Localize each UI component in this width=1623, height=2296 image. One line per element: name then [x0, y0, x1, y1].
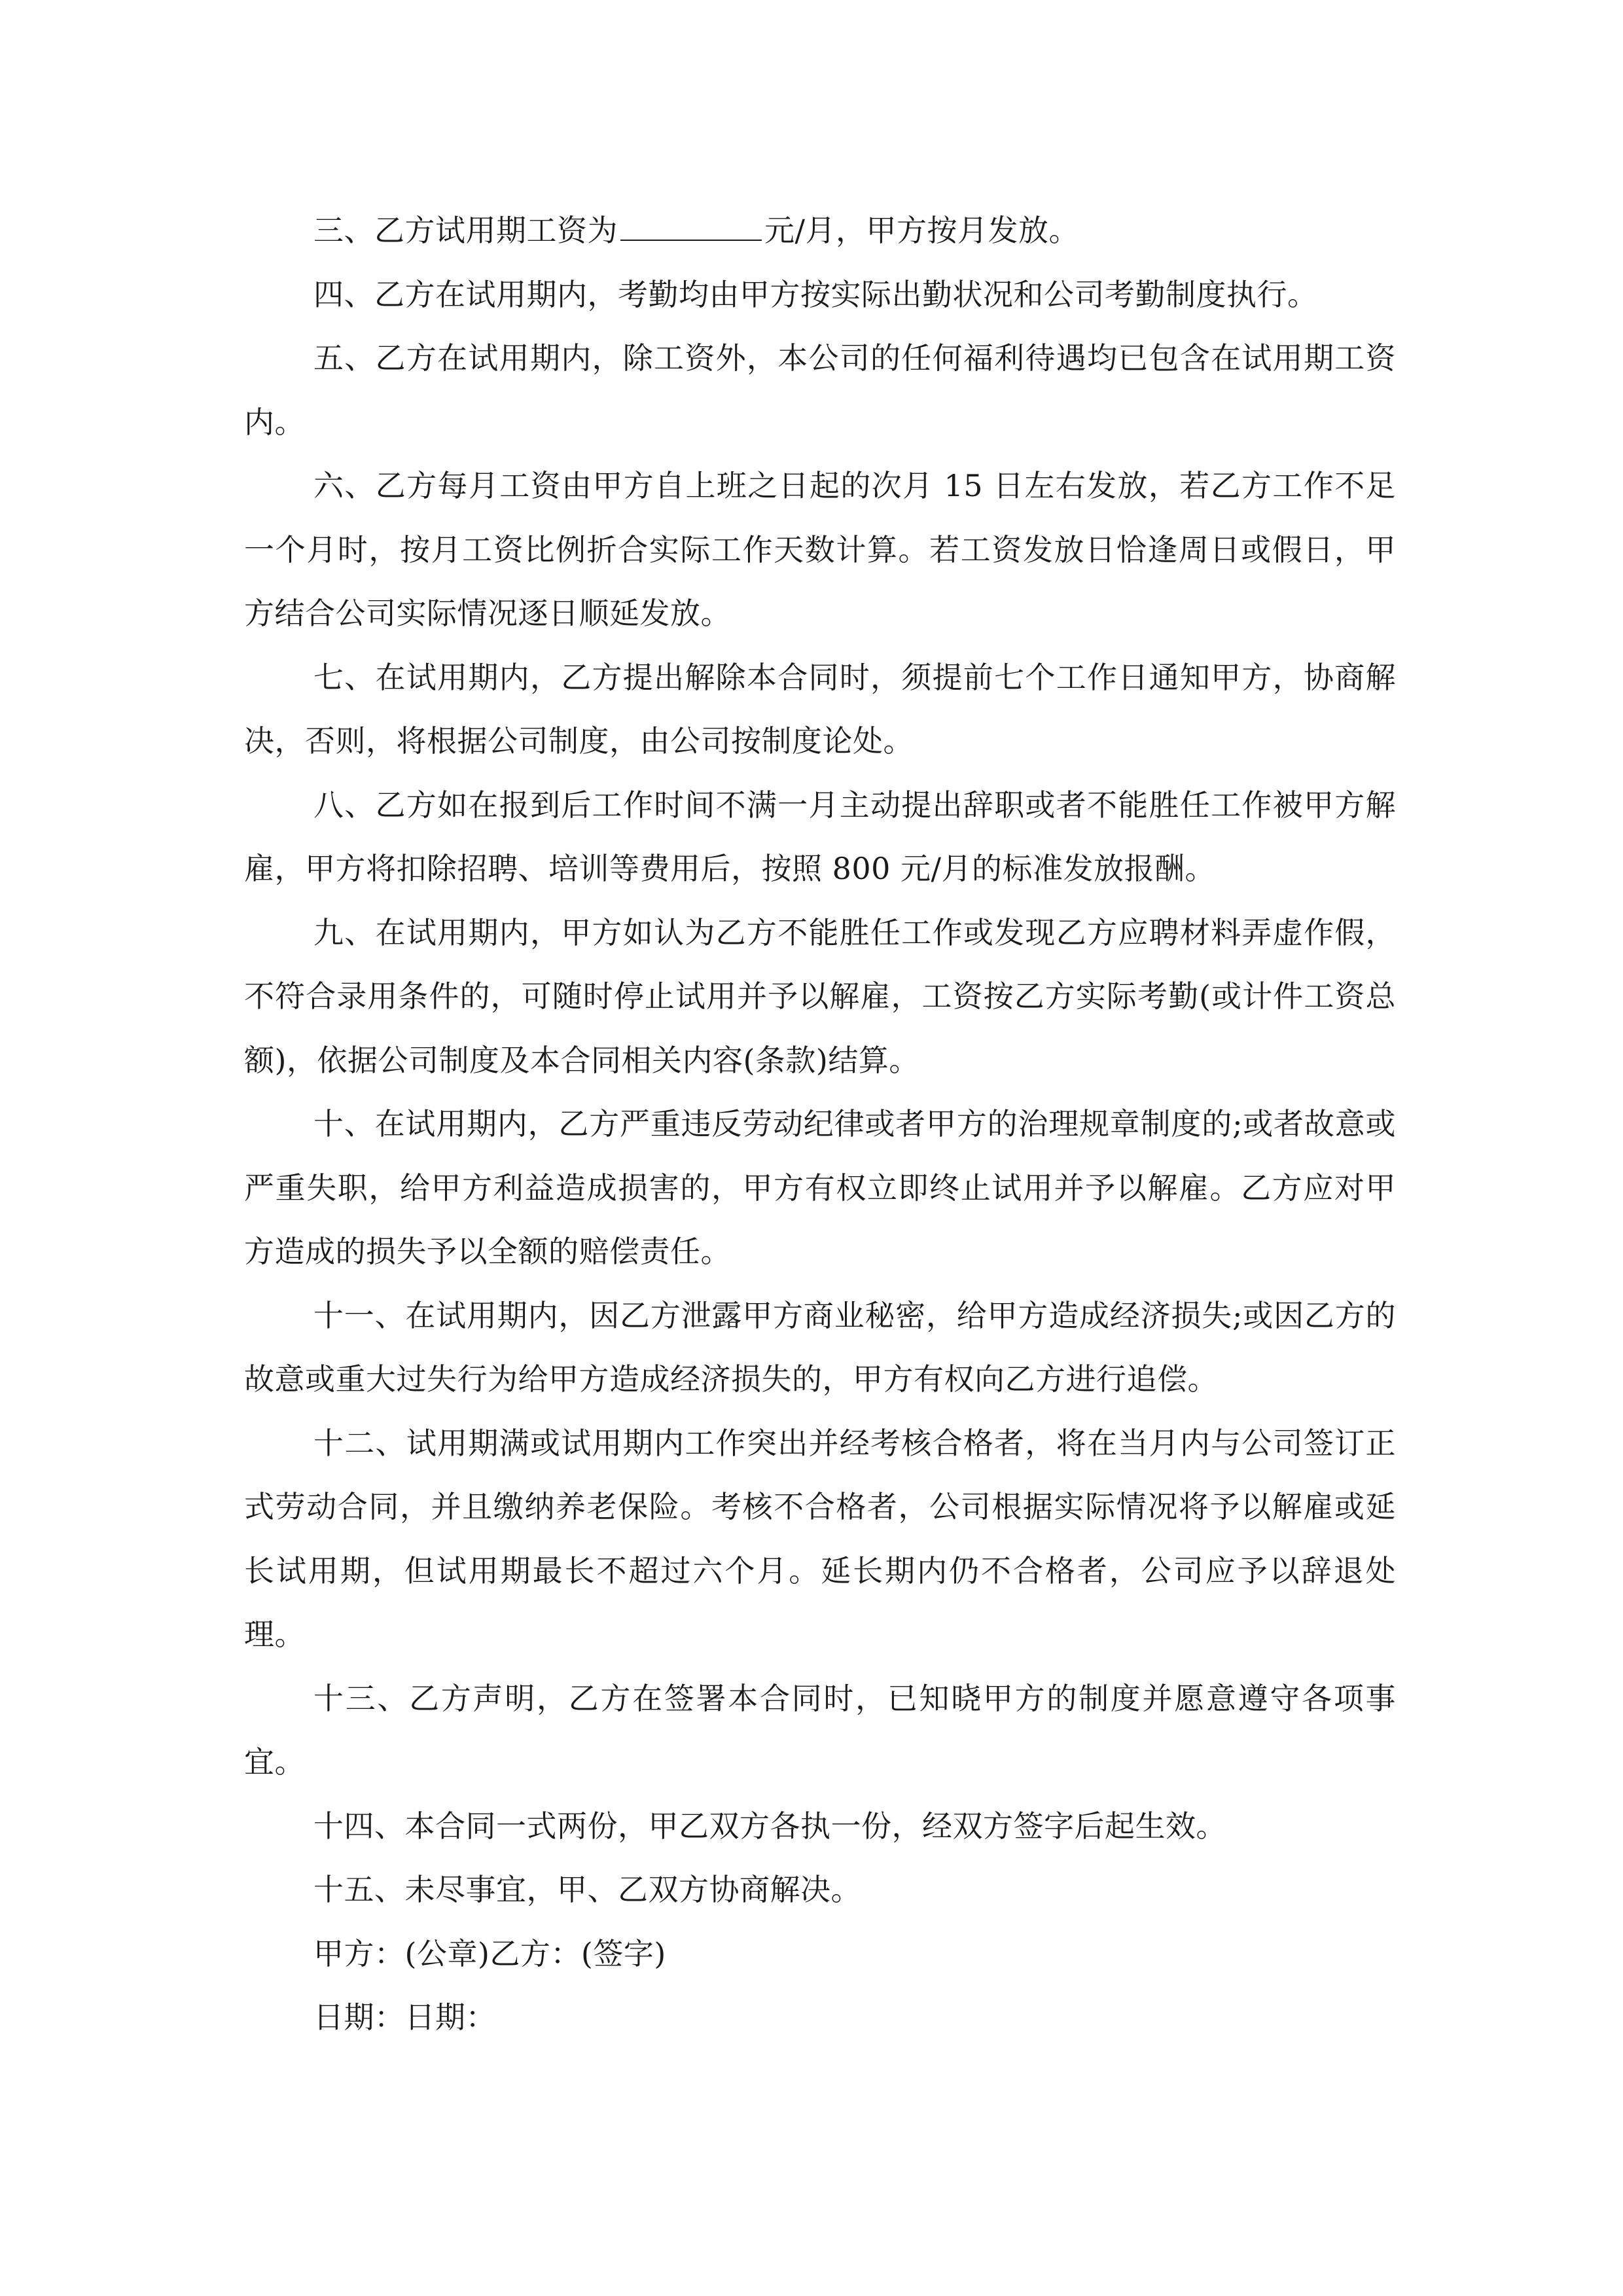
clause-10: 十、在试用期内，乙方严重违反劳动纪律或者甲方的治理规章制度的;或者故意或严重失职，给甲方利益造成损害的，甲方有权立即终止试用并予以解雇。乙方应对甲方造成的损失予以全额的赔偿责任。: [244, 1106, 1396, 1269]
clause-11: 十一、在试用期内，因乙方泄露甲方商业秘密，给甲方造成经济损失;或因乙方的故意或重大过失行为给甲方造成经济损失的，甲方有权向乙方进行追偿。: [244, 1297, 1396, 1397]
contract-body: [244, 199, 1396, 2050]
signature-line: 甲方：(公章)乙方：(签字): [313, 1935, 666, 1971]
clause-3: [244, 199, 1396, 263]
clause-12: 十二、试用期满或试用期内工作突出并经考核合格者，将在当月内与公司签订正式劳动合同，并且缴纳养老保险。考核不合格者，公司根据实际情况将予以解雇或延长试用期，但试用期最长不超过六个月。延长期内仍不合格者，公司应予以辞退处理。: [244, 1425, 1396, 1652]
clause-5: 五、乙方在试用期内，除工资外，本公司的任何福利待遇均已包含在试用期工资内。: [244, 340, 1396, 440]
clause-3-before: 三、乙方试用期工资为: [313, 213, 618, 248]
date-line: 日期：日期：: [313, 2000, 496, 2035]
salary-blank-field: [620, 213, 762, 241]
clause-14: 十四、本合同一式两份，甲乙双方各执一份，经双方签字后起生效。: [313, 1808, 1226, 1844]
clause-7: 七、在试用期内，乙方提出解除本合同时，须提前七个工作日通知甲方，协商解决，否则，将根据公司制度，由公司按制度论处。: [244, 659, 1396, 759]
clause-8: 八、乙方如在报到后工作时间不满一月主动提出辞职或者不能胜任工作被甲方解雇，甲方将扣除招聘、培训等费用后，按照 800 元/月的标准发放报酬。: [244, 787, 1396, 886]
clause-13: 十三、乙方声明，乙方在签署本合同时，已知晓甲方的制度并愿意遵守各项事宜。: [244, 1680, 1396, 1780]
clause-4: 四、乙方在试用期内，考勤均由甲方按实际出勤状况和公司考勤制度执行。: [313, 276, 1318, 312]
clause-15: 十五、未尽事宜，甲、乙双方协商解决。: [313, 1872, 861, 1907]
clause-9: 九、在试用期内，甲方如认为乙方不能胜任工作或发现乙方应聘材料弄虚作假，不符合录用条件的，可随时停止试用并予以解雇，工资按乙方实际考勤(或计件工资总额)，依据公司制度及本合同相关内容(条款)结算。: [244, 914, 1396, 1078]
clause-6: 六、乙方每月工资由甲方自上班之日起的次月 15 日左右发放，若乙方工作不足一个月时，按月工资比例折合实际工作天数计算。若工资发放日恰逢周日或假日，甲方结合公司实际情况逐日顺延发放。: [244, 468, 1396, 631]
clause-3-after: 元/月，甲方按月发放。: [764, 213, 1079, 248]
